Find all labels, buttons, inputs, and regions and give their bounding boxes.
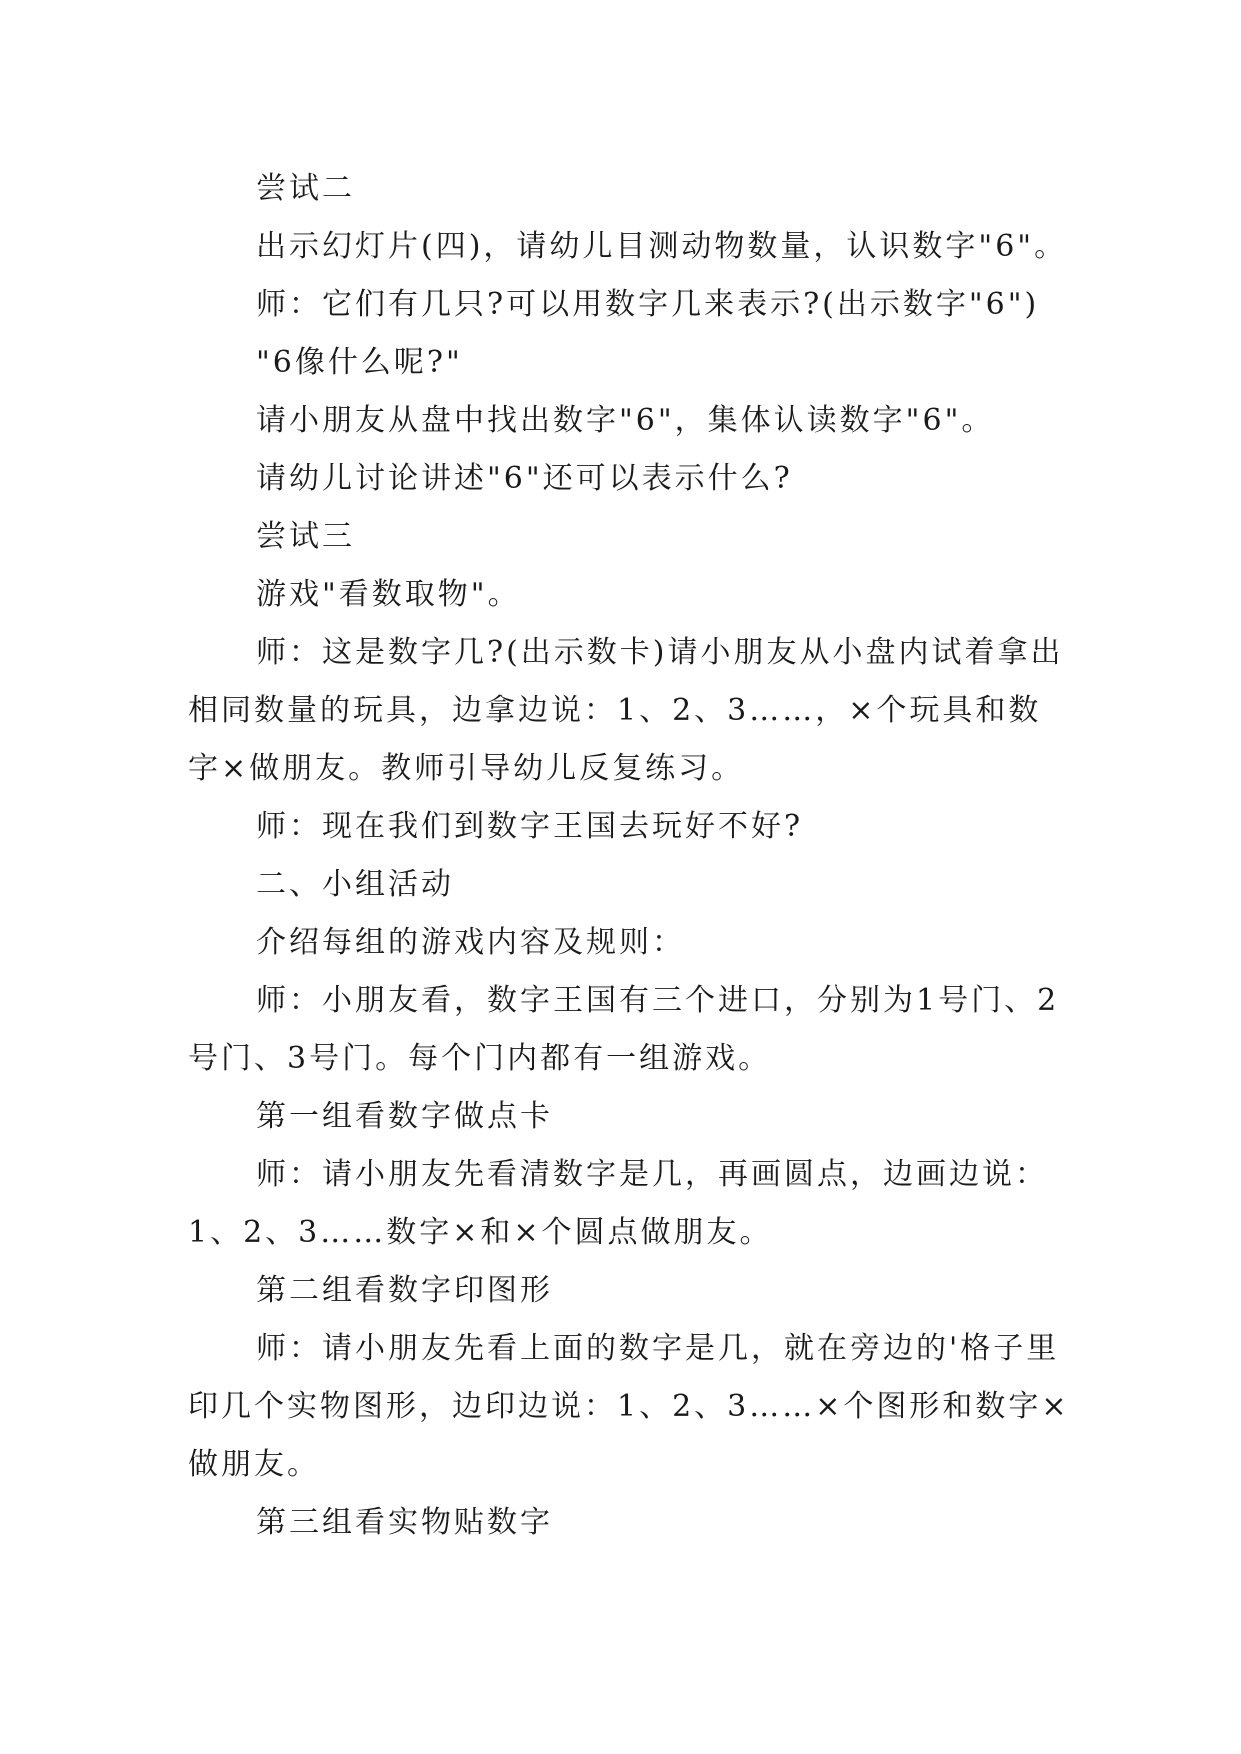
- document-body: [188, 160, 1070, 1552]
- paragraph-teacher-number-card: 师：这是数字几?(出示数卡)请小朋友从小盘内试着拿出相同数量的玩具，边拿边说：1、2、3……，×个玩具和数字×做朋友。教师引导幼儿反复练习。: [188, 635, 1064, 786]
- subheading-group-2: 第二组看数字印图形: [256, 1273, 553, 1308]
- paragraph-find-6: 请小朋友从盘中找出数字"6"，集体认读数字"6"。: [256, 403, 995, 438]
- paragraph-slide-4: 出示幻灯片(四)，请幼儿目测动物数量，认识数字"6"。: [256, 229, 1068, 264]
- paragraph-number-kingdom: 师：现在我们到数字王国去玩好不好?: [256, 809, 804, 844]
- paragraph-discuss-6: 请幼儿讨论讲述"6"还可以表示什么?: [256, 461, 793, 496]
- section-heading-group-activity: 二、小组活动: [256, 867, 454, 902]
- subheading-group-1: 第一组看数字做点卡: [256, 1099, 553, 1134]
- section-heading-attempt-2: 尝试二: [256, 171, 355, 206]
- paragraph-introduce-rules: 介绍每组的游戏内容及规则：: [256, 925, 685, 960]
- paragraph-teacher-question: 师：它们有几只?可以用数字几来表示?(出示数字"6"): [256, 287, 1040, 322]
- paragraph-group-1-instructions: 师：请小朋友先看清数字是几，再画圆点，边画边说：1、2、3……数字×和×个圆点做朋友。: [188, 1157, 1048, 1250]
- paragraph-what-does-6-look-like: "6像什么呢?": [256, 345, 463, 380]
- paragraph-three-doors: 师：小朋友看，数字王国有三个进口，分别为1号门、2号门、3号门。每个门内都有一组游戏。: [188, 983, 1060, 1076]
- paragraph-group-2-instructions: 师：请小朋友先看上面的数字是几，就在旁边的'格子里印几个实物图形，边印边说：1、2、3……×个图形和数字×做朋友。: [188, 1331, 1070, 1482]
- subheading-group-3: 第三组看实物贴数字: [256, 1505, 553, 1540]
- paragraph-game-title: 游戏"看数取物"。: [256, 577, 521, 612]
- section-heading-attempt-3: 尝试三: [256, 519, 355, 554]
